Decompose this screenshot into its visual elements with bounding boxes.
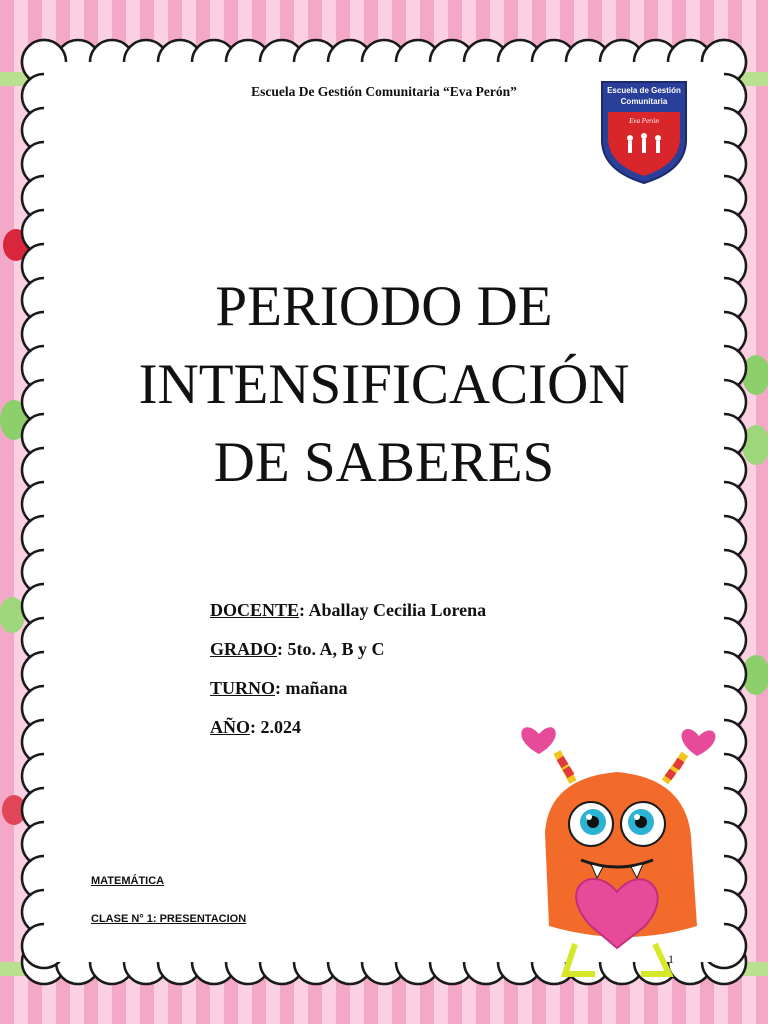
school-crest-logo	[598, 78, 690, 186]
info-label: TURNO	[210, 678, 276, 698]
info-row-anio	[210, 715, 486, 754]
subject-label: MATEMÁTICA	[91, 875, 165, 887]
info-row-turno	[210, 676, 486, 715]
info-row-grado	[210, 637, 486, 676]
info-label: AÑO	[210, 717, 250, 737]
antenna-right	[665, 729, 715, 782]
class-title: CLASE N° 1: PRESENTACION	[91, 913, 247, 925]
info-value: : Aballay Cecilia Lorena	[299, 600, 487, 620]
title-line-1: PERIODO DE	[215, 275, 553, 338]
page-number: 1	[668, 952, 674, 966]
antenna-left	[521, 727, 573, 782]
info-value: : 2.024	[250, 717, 301, 737]
svg-text:Eva Perón: Eva Perón	[629, 117, 659, 125]
info-value: : mañana	[275, 678, 348, 698]
page-title	[0, 268, 768, 502]
info-value: : 5to. A, B y C	[277, 639, 385, 659]
svg-text:Escuela de Gestión: Escuela de Gestión	[607, 86, 681, 95]
info-label: DOCENTE	[210, 600, 300, 620]
info-row-docente	[210, 598, 486, 637]
title-line-3: DE SABERES	[213, 431, 555, 494]
title-line-2: INTENSIFICACIÓN	[138, 353, 630, 416]
school-name: Escuela De Gestión Comunitaria “Eva Perón”	[251, 84, 517, 99]
svg-text:Comunitaria: Comunitaria	[620, 97, 668, 106]
info-block	[210, 598, 486, 754]
info-label: GRADO	[210, 639, 277, 659]
monster-illustration	[505, 712, 725, 984]
